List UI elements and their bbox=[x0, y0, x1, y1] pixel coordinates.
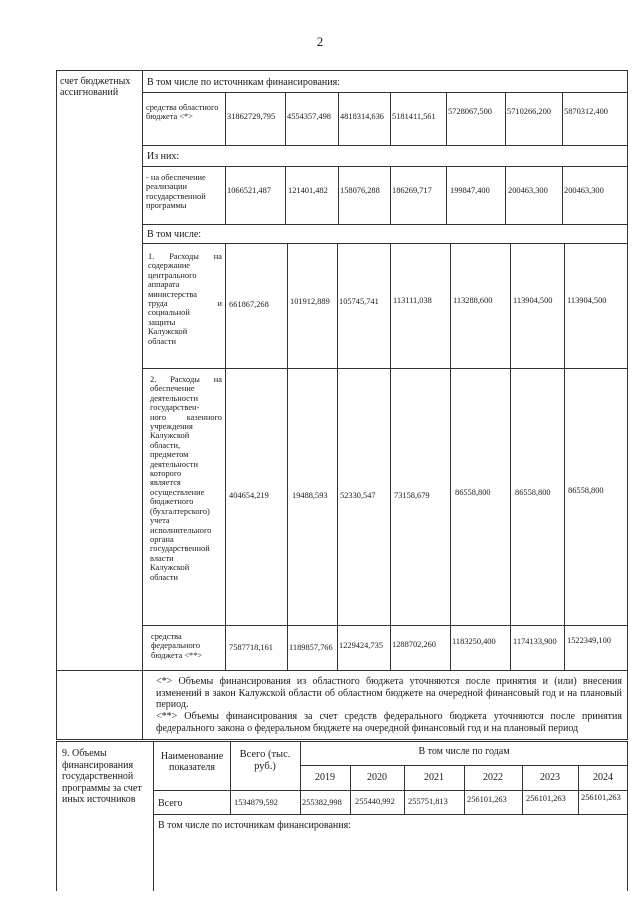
expenses2-line: учета bbox=[150, 516, 170, 526]
expenses2-line: органа bbox=[150, 534, 174, 544]
expenses2-line: Калужской bbox=[150, 563, 190, 573]
state-program-value-2019: 121401,482 bbox=[288, 186, 328, 195]
expenses1-line: аппарата bbox=[148, 280, 180, 290]
page-number: 2 bbox=[316, 34, 324, 49]
top-sources-header: В том числе по источникам финансирования: bbox=[147, 77, 340, 88]
expenses1-line: Калужской bbox=[148, 327, 188, 337]
top-side-label: счет бюджетных ассигнований bbox=[60, 76, 131, 98]
expenses2-line: государствен- bbox=[150, 403, 200, 413]
regional-value-2024: 5870312,400 bbox=[564, 107, 608, 116]
regional-value-2022: 5728067,500 bbox=[448, 107, 492, 116]
total-row-value-2024: 256101,263 bbox=[581, 793, 621, 802]
state-program-value-2022: 199847,400 bbox=[450, 186, 490, 195]
state-program-label: - на обеспечение реализации государственной программы bbox=[146, 173, 206, 211]
expenses1-line: социальной bbox=[148, 308, 190, 318]
expenses2-value-2020: 52330,547 bbox=[340, 491, 376, 500]
year-2022: 2022 bbox=[483, 772, 503, 783]
federal-budget-label: средства федерального бюджета <**> bbox=[151, 632, 203, 660]
expenses2-value-total: 404654,219 bbox=[229, 491, 269, 500]
expenses2-line: исполнительного bbox=[150, 525, 212, 535]
expenses2-line: области, bbox=[150, 440, 181, 450]
expenses1-value-2023: 113904,500 bbox=[513, 296, 553, 305]
expenses2-value-2019: 19488,593 bbox=[292, 491, 328, 500]
year-2023: 2023 bbox=[540, 772, 560, 783]
expenses2-value-2023: 86558,800 bbox=[515, 488, 551, 497]
total-row-value-2021: 255751,813 bbox=[408, 797, 448, 806]
years-header: В том числе по годам bbox=[418, 746, 510, 757]
federal-value-total: 7587718,161 bbox=[229, 643, 273, 652]
year-2020: 2020 bbox=[367, 772, 387, 783]
expenses2-line: области bbox=[150, 572, 178, 582]
expenses1-value-2019: 101912,889 bbox=[290, 297, 330, 306]
expenses1-value-2022: 113288,600 bbox=[453, 296, 493, 305]
note-regional: <*> Объемы финансирования из областного бюджета уточняются после принятия и (или) внесения изменений в закон Калужской области об областном бюджете на очередной финансовый год и на плановый период. bbox=[156, 676, 622, 711]
state-program-value-2021: 186269,717 bbox=[392, 186, 432, 195]
regional-value-2021: 5181411,561 bbox=[392, 112, 436, 121]
expenses2-line: 2. Расходы на bbox=[150, 375, 222, 384]
expenses2-line: государственной bbox=[150, 544, 210, 554]
col-name-header: Наименование показателя bbox=[160, 751, 224, 773]
expenses2-value-2024: 86558,800 bbox=[568, 486, 604, 495]
year-2021: 2021 bbox=[424, 772, 444, 783]
side-column-divider bbox=[142, 70, 143, 671]
federal-value-2019: 1189857,766 bbox=[289, 643, 333, 652]
expenses2-line: ного казенного bbox=[150, 412, 222, 422]
regional-value-2019: 4554357,498 bbox=[287, 112, 331, 121]
expenses1-line: содержание bbox=[148, 261, 191, 271]
regional-budget-label: средства областного бюджета <*> bbox=[146, 103, 219, 122]
total-row-value-2022: 256101,263 bbox=[467, 795, 507, 804]
col-total-header: Всего (тыс. руб.) bbox=[239, 749, 291, 772]
expenses1-label bbox=[148, 252, 222, 346]
state-program-value-total: 1066521,487 bbox=[227, 186, 271, 195]
year-2024: 2024 bbox=[593, 772, 613, 783]
state-program-value-2023: 200463,300 bbox=[508, 186, 548, 195]
expenses2-line: которого bbox=[150, 469, 182, 479]
total-row-value-total: 1534879,592 bbox=[234, 798, 278, 807]
expenses2-value-2022: 86558,800 bbox=[455, 488, 491, 497]
expenses2-line: осуществление bbox=[150, 487, 205, 497]
expenses1-value-2024: 113904,500 bbox=[567, 296, 607, 305]
regional-value-total: 31862729,795 bbox=[227, 112, 276, 121]
expenses1-line: области bbox=[148, 336, 176, 346]
federal-value-2024: 1522349,100 bbox=[567, 636, 611, 645]
expenses1-line: защиты bbox=[148, 317, 176, 327]
expenses1-line: министерства bbox=[148, 289, 197, 299]
of-them-label: Из них: bbox=[147, 151, 180, 162]
year-2019: 2019 bbox=[315, 772, 335, 783]
expenses2-line: является bbox=[150, 478, 181, 488]
total-row-value-2020: 255440,992 bbox=[355, 797, 395, 806]
total-row-value-2023: 256101,263 bbox=[526, 794, 566, 803]
federal-value-2020: 1229424,735 bbox=[339, 641, 383, 650]
regional-value-2020: 4818314,636 bbox=[340, 112, 384, 121]
total-row-label: Всего bbox=[158, 798, 183, 809]
expenses1-line: центрального bbox=[148, 270, 197, 280]
expenses1-line: труда и bbox=[148, 299, 222, 309]
state-program-value-2024: 200463,300 bbox=[564, 186, 604, 195]
expenses1-value-total: 661867,268 bbox=[229, 300, 269, 309]
expenses2-line: власти bbox=[150, 553, 174, 563]
expenses2-line: учреждения bbox=[150, 422, 193, 432]
federal-value-2023: 1174133,900 bbox=[513, 637, 557, 646]
total-row-value-2019: 255382,998 bbox=[302, 798, 342, 807]
expenses1-line: 1. Расходы на bbox=[148, 252, 222, 261]
expenses2-line: деятельности bbox=[150, 393, 198, 403]
expenses2-value-2021: 73158,679 bbox=[394, 491, 430, 500]
including-label: В том числе: bbox=[147, 229, 202, 240]
expenses1-value-2021: 113111,038 bbox=[393, 296, 432, 305]
bottom-sources-header: В том числе по источникам финансирования: bbox=[158, 820, 351, 831]
expenses2-line: предметом bbox=[150, 450, 189, 460]
expenses2-label bbox=[150, 375, 222, 582]
expenses2-line: Калужской bbox=[150, 431, 190, 441]
expenses2-line: бюджетного bbox=[150, 497, 194, 507]
expenses2-line: деятельности bbox=[150, 459, 198, 469]
federal-value-2022: 1183250,400 bbox=[452, 637, 496, 646]
expenses1-value-2020: 105745,741 bbox=[339, 297, 379, 306]
expenses2-line: (бухгалтерского) bbox=[150, 506, 210, 516]
federal-value-2021: 1288702,260 bbox=[392, 640, 436, 649]
note-federal: <**> Объемы финансирования за счет средств федерального бюджета уточняются после принятия федерального закона о федеральном бюджете на очередной финансовый год и на плановый период bbox=[156, 711, 622, 734]
regional-value-2023: 5710266,200 bbox=[507, 107, 551, 116]
bottom-side-label: 9. Объемы финансирования государственной программы за счет иных источников bbox=[62, 748, 142, 806]
expenses2-line: обеспечение bbox=[150, 384, 195, 394]
state-program-value-2020: 158076,288 bbox=[340, 186, 380, 195]
